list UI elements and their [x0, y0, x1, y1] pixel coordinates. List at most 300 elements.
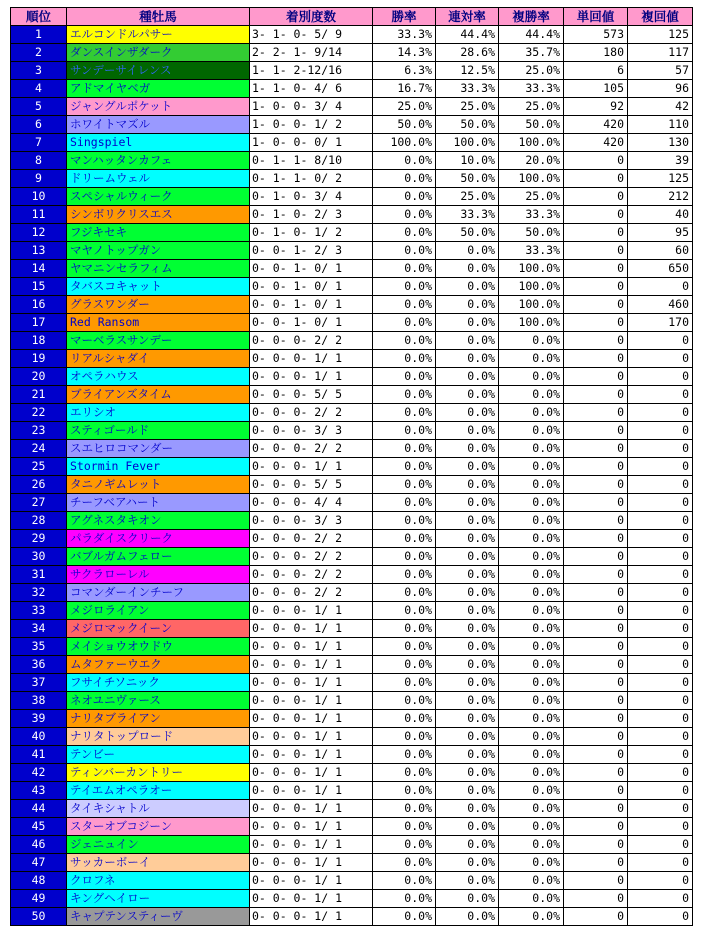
- top2-rate-cell: 0.0%: [436, 908, 499, 926]
- place-return-cell: 60: [628, 242, 693, 260]
- top2-rate-cell: 0.0%: [436, 350, 499, 368]
- sire-name-cell: クロフネ: [67, 872, 250, 890]
- win-rate-cell: 0.0%: [373, 512, 436, 530]
- sire-name-cell: ティンバーカントリー: [67, 764, 250, 782]
- win-rate-cell: 0.0%: [373, 386, 436, 404]
- win-return-cell: 0: [564, 368, 628, 386]
- table-row: [11, 332, 693, 350]
- top2-rate-cell: 0.0%: [436, 638, 499, 656]
- top3-rate-cell: 0.0%: [499, 404, 564, 422]
- top3-rate-cell: 0.0%: [499, 638, 564, 656]
- sire-name-cell: スエヒロコマンダー: [67, 440, 250, 458]
- win-rate-cell: 0.0%: [373, 278, 436, 296]
- top2-rate-cell: 0.0%: [436, 818, 499, 836]
- place-return-cell: 0: [628, 602, 693, 620]
- place-return-cell: 0: [628, 350, 693, 368]
- table-row: [11, 620, 693, 638]
- table-row: [11, 530, 693, 548]
- header-sire: 種牡馬: [67, 8, 250, 26]
- win-rate-cell: 0.0%: [373, 854, 436, 872]
- place-return-cell: 650: [628, 260, 693, 278]
- win-rate-cell: 0.0%: [373, 836, 436, 854]
- table-row: [11, 584, 693, 602]
- record-cell: 0- 0- 0- 2/ 2: [250, 548, 373, 566]
- record-cell: 0- 0- 1- 0/ 1: [250, 314, 373, 332]
- rank-cell: 17: [11, 314, 67, 332]
- top2-rate-cell: 0.0%: [436, 494, 499, 512]
- top2-rate-cell: 0.0%: [436, 458, 499, 476]
- sire-name-cell: タニノギムレット: [67, 476, 250, 494]
- record-cell: 0- 0- 0- 1/ 1: [250, 710, 373, 728]
- win-rate-cell: 0.0%: [373, 602, 436, 620]
- win-rate-cell: 0.0%: [373, 584, 436, 602]
- record-cell: 0- 0- 0- 1/ 1: [250, 674, 373, 692]
- win-rate-cell: 14.3%: [373, 44, 436, 62]
- place-return-cell: 0: [628, 692, 693, 710]
- header-record: 着別度数: [250, 8, 373, 26]
- win-return-cell: 0: [564, 422, 628, 440]
- place-return-cell: 0: [628, 458, 693, 476]
- win-return-cell: 0: [564, 278, 628, 296]
- table-row: [11, 206, 693, 224]
- win-return-cell: 0: [564, 602, 628, 620]
- top2-rate-cell: 12.5%: [436, 62, 499, 80]
- top3-rate-cell: 100.0%: [499, 296, 564, 314]
- record-cell: 0- 0- 0- 1/ 1: [250, 854, 373, 872]
- sire-name-cell: アグネスタキオン: [67, 512, 250, 530]
- table-row: [11, 656, 693, 674]
- top2-rate-cell: 25.0%: [436, 188, 499, 206]
- top3-rate-cell: 0.0%: [499, 728, 564, 746]
- top3-rate-cell: 0.0%: [499, 656, 564, 674]
- table-row: [11, 62, 693, 80]
- top3-rate-cell: 0.0%: [499, 692, 564, 710]
- win-rate-cell: 0.0%: [373, 404, 436, 422]
- table-row: [11, 368, 693, 386]
- win-return-cell: 0: [564, 206, 628, 224]
- record-cell: 0- 0- 0- 1/ 1: [250, 728, 373, 746]
- rank-cell: 37: [11, 674, 67, 692]
- top3-rate-cell: 50.0%: [499, 116, 564, 134]
- rank-cell: 21: [11, 386, 67, 404]
- rank-cell: 23: [11, 422, 67, 440]
- top3-rate-cell: 44.4%: [499, 26, 564, 44]
- table-row: [11, 404, 693, 422]
- win-rate-cell: 0.0%: [373, 188, 436, 206]
- sire-name-cell: サッカーボーイ: [67, 854, 250, 872]
- table-row: [11, 710, 693, 728]
- top2-rate-cell: 0.0%: [436, 836, 499, 854]
- sire-name-cell: エリシオ: [67, 404, 250, 422]
- win-rate-cell: 0.0%: [373, 206, 436, 224]
- win-return-cell: 0: [564, 170, 628, 188]
- win-return-cell: 0: [564, 620, 628, 638]
- place-return-cell: 39: [628, 152, 693, 170]
- place-return-cell: 0: [628, 764, 693, 782]
- sire-name-cell: フジキセキ: [67, 224, 250, 242]
- top3-rate-cell: 0.0%: [499, 368, 564, 386]
- top2-rate-cell: 25.0%: [436, 98, 499, 116]
- win-return-cell: 6: [564, 62, 628, 80]
- place-return-cell: 0: [628, 494, 693, 512]
- win-rate-cell: 0.0%: [373, 872, 436, 890]
- win-return-cell: 0: [564, 260, 628, 278]
- win-rate-cell: 0.0%: [373, 296, 436, 314]
- top3-rate-cell: 0.0%: [499, 764, 564, 782]
- win-return-cell: 0: [564, 836, 628, 854]
- rank-cell: 38: [11, 692, 67, 710]
- record-cell: 0- 0- 0- 1/ 1: [250, 692, 373, 710]
- rank-cell: 32: [11, 584, 67, 602]
- rank-cell: 36: [11, 656, 67, 674]
- top3-rate-cell: 0.0%: [499, 872, 564, 890]
- record-cell: 0- 0- 0- 1/ 1: [250, 350, 373, 368]
- top2-rate-cell: 33.3%: [436, 80, 499, 98]
- win-rate-cell: 0.0%: [373, 728, 436, 746]
- top3-rate-cell: 0.0%: [499, 440, 564, 458]
- win-return-cell: 0: [564, 188, 628, 206]
- rank-cell: 34: [11, 620, 67, 638]
- top2-rate-cell: 44.4%: [436, 26, 499, 44]
- top3-rate-cell: 0.0%: [499, 890, 564, 908]
- place-return-cell: 0: [628, 836, 693, 854]
- place-return-cell: 130: [628, 134, 693, 152]
- top3-rate-cell: 33.3%: [499, 206, 564, 224]
- rank-cell: 48: [11, 872, 67, 890]
- sire-name-cell: エルコンドルパサー: [67, 26, 250, 44]
- rank-cell: 49: [11, 890, 67, 908]
- table-row: [11, 854, 693, 872]
- place-return-cell: 0: [628, 908, 693, 926]
- table-row: [11, 836, 693, 854]
- top3-rate-cell: 25.0%: [499, 188, 564, 206]
- top2-rate-cell: 0.0%: [436, 566, 499, 584]
- top2-rate-cell: 0.0%: [436, 692, 499, 710]
- record-cell: 0- 0- 1- 2/ 3: [250, 242, 373, 260]
- table-row: [11, 728, 693, 746]
- sire-name-cell: シンボリクリスエス: [67, 206, 250, 224]
- win-rate-cell: 0.0%: [373, 458, 436, 476]
- table-row: [11, 350, 693, 368]
- table-row: [11, 170, 693, 188]
- record-cell: 0- 0- 0- 3/ 3: [250, 422, 373, 440]
- rank-cell: 24: [11, 440, 67, 458]
- sire-name-cell: パラダイスクリーク: [67, 530, 250, 548]
- top3-rate-cell: 50.0%: [499, 224, 564, 242]
- table-row: [11, 188, 693, 206]
- win-rate-cell: 0.0%: [373, 674, 436, 692]
- win-return-cell: 0: [564, 782, 628, 800]
- rank-cell: 28: [11, 512, 67, 530]
- top2-rate-cell: 0.0%: [436, 242, 499, 260]
- win-return-cell: 0: [564, 404, 628, 422]
- top2-rate-cell: 0.0%: [436, 782, 499, 800]
- place-return-cell: 0: [628, 422, 693, 440]
- record-cell: 3- 1- 0- 5/ 9: [250, 26, 373, 44]
- sire-name-cell: Stormin Fever: [67, 458, 250, 476]
- record-cell: 1- 1- 2-12/16: [250, 62, 373, 80]
- header-win-rate: 勝率: [373, 8, 436, 26]
- top2-rate-cell: 0.0%: [436, 890, 499, 908]
- sire-name-cell: メジロライアン: [67, 602, 250, 620]
- rank-cell: 4: [11, 80, 67, 98]
- record-cell: 0- 0- 1- 0/ 1: [250, 296, 373, 314]
- place-return-cell: 0: [628, 404, 693, 422]
- rank-cell: 31: [11, 566, 67, 584]
- top3-rate-cell: 0.0%: [499, 782, 564, 800]
- win-return-cell: 0: [564, 908, 628, 926]
- win-rate-cell: 0.0%: [373, 476, 436, 494]
- win-return-cell: 0: [564, 728, 628, 746]
- top2-rate-cell: 0.0%: [436, 260, 499, 278]
- win-return-cell: 420: [564, 134, 628, 152]
- win-return-cell: 0: [564, 764, 628, 782]
- win-return-cell: 0: [564, 890, 628, 908]
- table-row: [11, 602, 693, 620]
- win-rate-cell: 0.0%: [373, 242, 436, 260]
- top2-rate-cell: 0.0%: [436, 278, 499, 296]
- sire-name-cell: Red Ransom: [67, 314, 250, 332]
- place-return-cell: 0: [628, 890, 693, 908]
- table-header: [11, 8, 693, 26]
- place-return-cell: 0: [628, 800, 693, 818]
- win-rate-cell: 0.0%: [373, 746, 436, 764]
- win-return-cell: 0: [564, 674, 628, 692]
- place-return-cell: 0: [628, 548, 693, 566]
- sire-name-cell: リアルシャダイ: [67, 350, 250, 368]
- place-return-cell: 0: [628, 386, 693, 404]
- top2-rate-cell: 0.0%: [436, 800, 499, 818]
- win-return-cell: 0: [564, 530, 628, 548]
- top2-rate-cell: 0.0%: [436, 314, 499, 332]
- record-cell: 0- 0- 0- 1/ 1: [250, 656, 373, 674]
- header-top3-rate: 複勝率: [499, 8, 564, 26]
- sire-name-cell: スターオブコジーン: [67, 818, 250, 836]
- rank-cell: 7: [11, 134, 67, 152]
- sire-name-cell: テイエムオペラオー: [67, 782, 250, 800]
- record-cell: 0- 0- 0- 2/ 2: [250, 404, 373, 422]
- top2-rate-cell: 0.0%: [436, 764, 499, 782]
- record-cell: 0- 0- 0- 4/ 4: [250, 494, 373, 512]
- record-cell: 1- 1- 0- 4/ 6: [250, 80, 373, 98]
- win-rate-cell: 100.0%: [373, 134, 436, 152]
- win-rate-cell: 16.7%: [373, 80, 436, 98]
- win-rate-cell: 0.0%: [373, 638, 436, 656]
- place-return-cell: 0: [628, 782, 693, 800]
- place-return-cell: 0: [628, 746, 693, 764]
- sire-name-cell: サクラローレル: [67, 566, 250, 584]
- top3-rate-cell: 25.0%: [499, 98, 564, 116]
- top3-rate-cell: 0.0%: [499, 512, 564, 530]
- record-cell: 0- 0- 0- 1/ 1: [250, 602, 373, 620]
- top2-rate-cell: 0.0%: [436, 872, 499, 890]
- top2-rate-cell: 0.0%: [436, 422, 499, 440]
- table-row: [11, 638, 693, 656]
- place-return-cell: 0: [628, 512, 693, 530]
- top3-rate-cell: 33.3%: [499, 80, 564, 98]
- record-cell: 0- 0- 0- 2/ 2: [250, 332, 373, 350]
- win-rate-cell: 0.0%: [373, 350, 436, 368]
- table-row: [11, 152, 693, 170]
- top3-rate-cell: 0.0%: [499, 674, 564, 692]
- table-row: [11, 800, 693, 818]
- rank-cell: 33: [11, 602, 67, 620]
- rank-cell: 47: [11, 854, 67, 872]
- rank-cell: 9: [11, 170, 67, 188]
- record-cell: 1- 0- 0- 1/ 2: [250, 116, 373, 134]
- record-cell: 0- 0- 0- 1/ 1: [250, 782, 373, 800]
- table-row: [11, 98, 693, 116]
- top2-rate-cell: 0.0%: [436, 674, 499, 692]
- table-row: [11, 764, 693, 782]
- rank-cell: 5: [11, 98, 67, 116]
- table-row: [11, 242, 693, 260]
- place-return-cell: 125: [628, 170, 693, 188]
- table-row: [11, 674, 693, 692]
- place-return-cell: 0: [628, 584, 693, 602]
- win-return-cell: 0: [564, 710, 628, 728]
- win-return-cell: 0: [564, 242, 628, 260]
- top2-rate-cell: 0.0%: [436, 728, 499, 746]
- record-cell: 1- 0- 0- 3/ 4: [250, 98, 373, 116]
- rank-cell: 12: [11, 224, 67, 242]
- win-rate-cell: 0.0%: [373, 818, 436, 836]
- rank-cell: 26: [11, 476, 67, 494]
- top2-rate-cell: 28.6%: [436, 44, 499, 62]
- place-return-cell: 110: [628, 116, 693, 134]
- top3-rate-cell: 0.0%: [499, 476, 564, 494]
- table-row: [11, 314, 693, 332]
- table-row: [11, 116, 693, 134]
- place-return-cell: 0: [628, 332, 693, 350]
- place-return-cell: 96: [628, 80, 693, 98]
- win-return-cell: 0: [564, 656, 628, 674]
- win-return-cell: 573: [564, 26, 628, 44]
- record-cell: 0- 0- 1- 0/ 1: [250, 278, 373, 296]
- top2-rate-cell: 0.0%: [436, 332, 499, 350]
- win-return-cell: 0: [564, 152, 628, 170]
- rank-cell: 40: [11, 728, 67, 746]
- record-cell: 0- 0- 0- 1/ 1: [250, 872, 373, 890]
- top2-rate-cell: 0.0%: [436, 620, 499, 638]
- rank-cell: 39: [11, 710, 67, 728]
- win-return-cell: 0: [564, 818, 628, 836]
- record-cell: 0- 1- 1- 8/10: [250, 152, 373, 170]
- win-rate-cell: 0.0%: [373, 764, 436, 782]
- table-row: [11, 908, 693, 926]
- table-row: [11, 494, 693, 512]
- top3-rate-cell: 33.3%: [499, 242, 564, 260]
- table-row: [11, 260, 693, 278]
- table-row: [11, 440, 693, 458]
- top3-rate-cell: 0.0%: [499, 584, 564, 602]
- sire-name-cell: ナリタブライアン: [67, 710, 250, 728]
- place-return-cell: 460: [628, 296, 693, 314]
- rank-cell: 11: [11, 206, 67, 224]
- win-rate-cell: 0.0%: [373, 656, 436, 674]
- sire-name-cell: Singspiel: [67, 134, 250, 152]
- win-rate-cell: 6.3%: [373, 62, 436, 80]
- table-row: [11, 134, 693, 152]
- top2-rate-cell: 0.0%: [436, 854, 499, 872]
- record-cell: 0- 0- 0- 3/ 3: [250, 512, 373, 530]
- top3-rate-cell: 0.0%: [499, 710, 564, 728]
- table-row: [11, 872, 693, 890]
- sire-name-cell: バブルガムフェロー: [67, 548, 250, 566]
- top3-rate-cell: 0.0%: [499, 620, 564, 638]
- sire-name-cell: メジロマックイーン: [67, 620, 250, 638]
- table-row: [11, 566, 693, 584]
- place-return-cell: 0: [628, 728, 693, 746]
- record-cell: 0- 0- 0- 2/ 2: [250, 584, 373, 602]
- rank-cell: 13: [11, 242, 67, 260]
- top2-rate-cell: 0.0%: [436, 512, 499, 530]
- win-rate-cell: 0.0%: [373, 332, 436, 350]
- sire-name-cell: マーベラスサンデー: [67, 332, 250, 350]
- sire-name-cell: ナリタトップロード: [67, 728, 250, 746]
- place-return-cell: 0: [628, 818, 693, 836]
- win-return-cell: 92: [564, 98, 628, 116]
- place-return-cell: 0: [628, 440, 693, 458]
- top2-rate-cell: 10.0%: [436, 152, 499, 170]
- table-row: [11, 296, 693, 314]
- sire-name-cell: ドリームウェル: [67, 170, 250, 188]
- win-rate-cell: 0.0%: [373, 494, 436, 512]
- place-return-cell: 170: [628, 314, 693, 332]
- rank-cell: 25: [11, 458, 67, 476]
- win-rate-cell: 25.0%: [373, 98, 436, 116]
- table-row: [11, 548, 693, 566]
- top3-rate-cell: 0.0%: [499, 602, 564, 620]
- win-return-cell: 0: [564, 224, 628, 242]
- record-cell: 0- 0- 0- 1/ 1: [250, 368, 373, 386]
- rank-cell: 20: [11, 368, 67, 386]
- top3-rate-cell: 0.0%: [499, 566, 564, 584]
- win-return-cell: 420: [564, 116, 628, 134]
- table-body: [11, 26, 693, 926]
- win-return-cell: 0: [564, 296, 628, 314]
- top3-rate-cell: 100.0%: [499, 260, 564, 278]
- rank-cell: 18: [11, 332, 67, 350]
- place-return-cell: 0: [628, 710, 693, 728]
- record-cell: 0- 0- 0- 1/ 1: [250, 638, 373, 656]
- record-cell: 0- 0- 1- 0/ 1: [250, 260, 373, 278]
- sire-name-cell: ホワイトマズル: [67, 116, 250, 134]
- win-rate-cell: 0.0%: [373, 692, 436, 710]
- rank-cell: 2: [11, 44, 67, 62]
- top3-rate-cell: 0.0%: [499, 800, 564, 818]
- top3-rate-cell: 0.0%: [499, 818, 564, 836]
- top3-rate-cell: 0.0%: [499, 854, 564, 872]
- win-return-cell: 0: [564, 314, 628, 332]
- record-cell: 0- 1- 0- 2/ 3: [250, 206, 373, 224]
- win-return-cell: 0: [564, 440, 628, 458]
- win-return-cell: 0: [564, 746, 628, 764]
- win-return-cell: 180: [564, 44, 628, 62]
- record-cell: 0- 0- 0- 1/ 1: [250, 890, 373, 908]
- table-row: [11, 458, 693, 476]
- top3-rate-cell: 0.0%: [499, 530, 564, 548]
- record-cell: 1- 0- 0- 0/ 1: [250, 134, 373, 152]
- sire-name-cell: テンビー: [67, 746, 250, 764]
- record-cell: 0- 1- 1- 0/ 2: [250, 170, 373, 188]
- sire-name-cell: ジャングルポケット: [67, 98, 250, 116]
- win-return-cell: 0: [564, 800, 628, 818]
- rank-cell: 1: [11, 26, 67, 44]
- place-return-cell: 0: [628, 620, 693, 638]
- header-rank: 順位: [11, 8, 67, 26]
- rank-cell: 46: [11, 836, 67, 854]
